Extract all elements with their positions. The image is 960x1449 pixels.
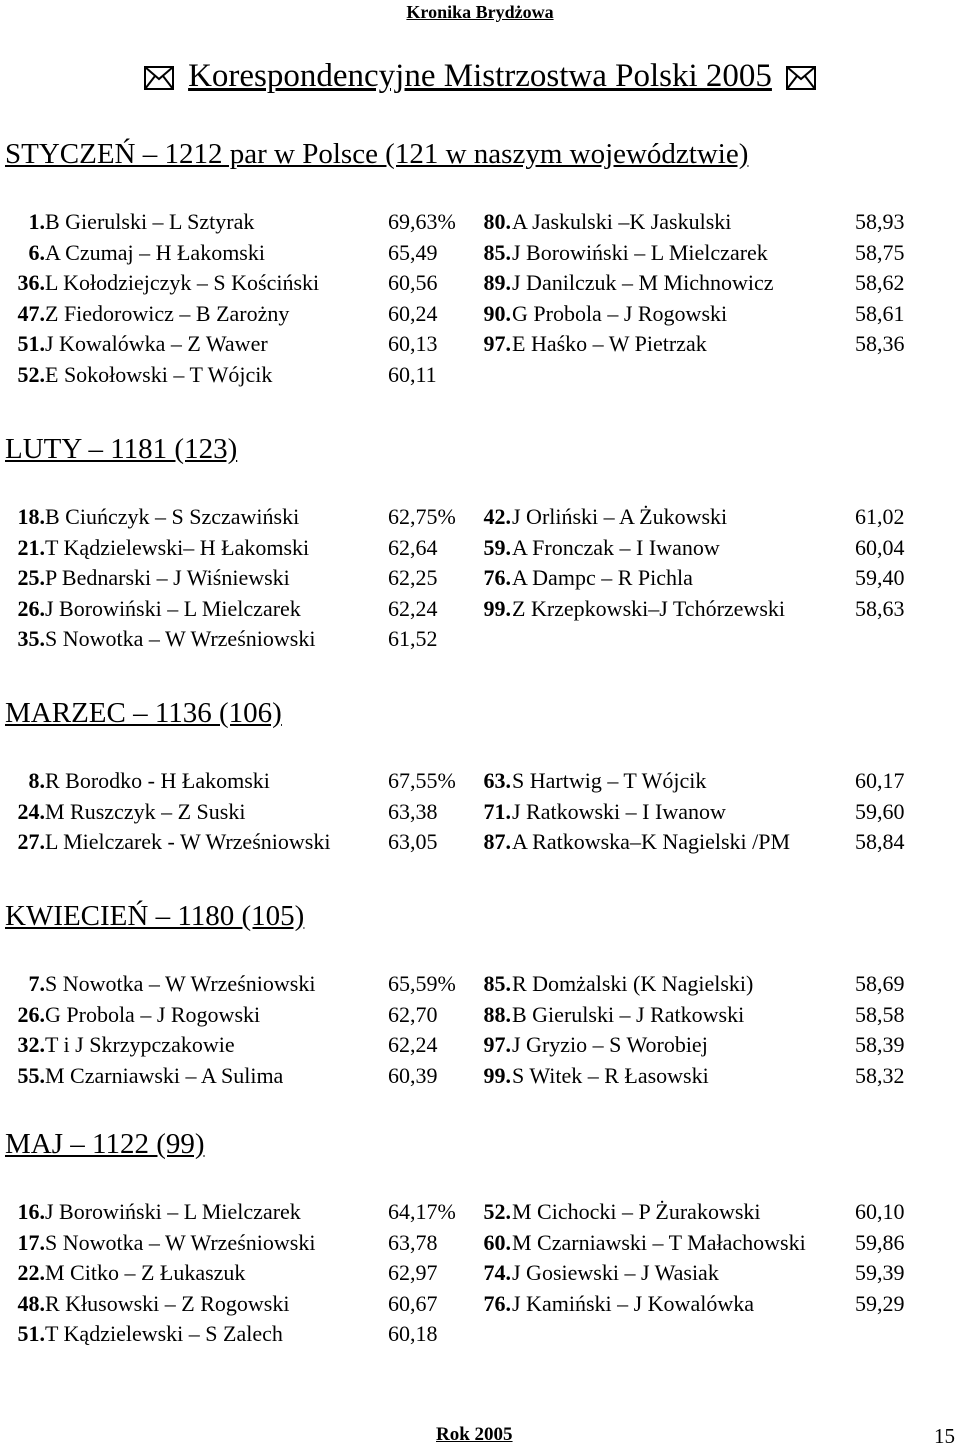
result-score: 62,97 [388,1260,438,1285]
result-num: 74. [483,1260,511,1285]
result-name: S Witek – R Łasowski [512,1062,709,1088]
result-score: 60,13 [388,331,438,356]
result-score: 58,63 [855,595,905,621]
envelope-icon [144,66,174,90]
result-num: 76. [483,1290,511,1316]
result-score: 58,62 [855,270,905,295]
section-title: LUTY – 1181 (123) [5,433,238,465]
result-name: J Borowiński – L Mielczarek [45,595,301,621]
section-kwiecien [5,899,955,1088]
result-score: 60,18 [388,1321,438,1346]
result-score: 59,40 [855,565,905,590]
result-num: 51. [17,331,45,356]
result-num: 89. [483,270,511,295]
result-name: E Haśko – W Pietrzak [512,331,707,356]
result-name: J Gryzio – S Worobiej [512,1032,708,1057]
result-num: 32. [17,1032,45,1057]
result-name: J Gosiewski – J Wasiak [512,1260,719,1285]
section-marzec [5,696,955,854]
result-name: A Czumaj – H Łakomski [45,239,265,265]
result-score: 59,86 [855,1229,905,1255]
result-num: 1. [28,209,45,234]
result-num: 21. [17,534,45,560]
result-name: R Kłusowski – Z Rogowski [45,1290,290,1316]
result-score: 60,17 [855,768,905,793]
page-title [0,58,960,95]
result-name: M Czarniawski – T Małachowski [512,1229,806,1255]
result-num: 6. [28,239,45,265]
result-name: S Nowotka – W Wrześniowski [45,626,316,651]
result-num: 26. [17,1001,45,1027]
result-num: 7. [28,971,45,996]
result-name: B Gierulski – J Ratkowski [512,1001,745,1027]
result-score: 65,59% [388,971,456,996]
result-score: 58,36 [855,331,905,356]
result-num: 36. [17,270,45,295]
result-score: 59,39 [855,1260,905,1285]
result-name: B Ciuńczyk – S Szczawiński [45,504,300,529]
result-num: 48. [17,1290,45,1316]
result-score: 69,63% [388,209,456,234]
envelope-icon [786,66,816,90]
result-score: 62,24 [388,595,438,621]
result-score: 67,55% [388,768,456,793]
result-num: 47. [17,300,45,326]
result-name: S Hartwig – T Wójcik [512,768,707,793]
result-score: 61,02 [855,504,905,529]
result-num: 26. [17,595,45,621]
result-name: J Danilczuk – M Michnowicz [512,270,774,295]
result-num: 17. [17,1229,45,1255]
result-score: 60,11 [388,361,437,387]
result-name: A Jaskulski –K Jaskulski [512,209,732,234]
result-num: 99. [483,1062,511,1088]
result-name: A Dampc – R Pichla [512,565,693,590]
result-num: 22. [17,1260,45,1285]
result-score: 58,58 [855,1001,905,1027]
result-score: 65,49 [388,239,438,265]
result-name: G Probola – J Rogowski [45,1001,261,1027]
result-num: 97. [483,331,511,356]
result-name: J Ratkowski – I Iwanow [512,798,726,824]
result-score: 62,75% [388,504,456,529]
result-score: 60,24 [388,300,438,326]
page-number: 15 [934,1424,955,1448]
result-name: J Kamiński – J Kowalówka [512,1290,754,1316]
result-name: M Czarniawski – A Sulima [45,1062,284,1088]
result-name: M Citko – Z Łukaszuk [45,1260,246,1285]
result-score: 58,93 [855,209,905,234]
result-num: 52. [17,361,45,387]
result-score: 63,78 [388,1229,438,1255]
section-title: STYCZEŃ – 1212 par w Polsce (121 w naszym województwie) [5,138,749,170]
result-name: M Cichocki – P Żurakowski [512,1199,761,1224]
result-score: 58,84 [855,829,905,854]
result-score: 63,38 [388,798,438,824]
result-score: 60,10 [855,1199,905,1224]
result-num: 90. [483,300,511,326]
result-name: J Kowalówka – Z Wawer [45,331,268,356]
result-num: 35. [17,626,45,651]
result-score: 64,17% [388,1199,456,1224]
result-score: 63,05 [388,829,438,854]
result-num: 25. [17,565,45,590]
title-text: Korespondencyjne Mistrzostwa Polski 2005 [188,58,772,94]
result-num: 63. [483,768,511,793]
result-score: 58,32 [855,1062,905,1088]
result-num: 99. [483,595,511,621]
result-num: 42. [483,504,511,529]
result-name: T i J Skrzypczakowie [45,1032,235,1057]
result-score: 58,61 [855,300,905,326]
result-name: J Borowiński – L Mielczarek [512,239,768,265]
result-score: 59,29 [855,1290,905,1316]
section-title: MAJ – 1122 (99) [5,1128,205,1160]
result-score: 62,24 [388,1032,438,1057]
result-name: M Ruszczyk – Z Suski [45,798,246,824]
result-score: 62,25 [388,565,438,590]
result-name: B Gierulski – L Sztyrak [45,209,255,234]
result-name: G Probola – J Rogowski [512,300,728,326]
section-styczen [5,137,955,387]
result-num: 55. [17,1062,45,1088]
result-num: 60. [483,1229,511,1255]
result-num: 80. [483,209,511,234]
result-name: L Mielczarek - W Wrześniowski [45,829,331,854]
result-name: L Kołodziejczyk – S Kościński [45,270,320,295]
publication-header: Kronika Brydżowa [406,2,554,22]
result-num: 27. [17,829,45,854]
result-score: 61,52 [388,626,438,651]
section-maj [5,1127,955,1346]
result-name: P Bednarski – J Wiśniewski [45,565,290,590]
section-title: KWIECIEŃ – 1180 (105) [5,900,305,932]
result-score: 59,60 [855,798,905,824]
result-name: T Kądzielewski – S Zalech [45,1321,283,1346]
section-title: MARZEC – 1136 (106) [5,697,282,729]
result-name: A Ratkowska–K Nagielski /PM [512,829,791,854]
result-score: 62,70 [388,1001,438,1027]
result-score: 58,69 [855,971,905,996]
result-num: 87. [483,829,511,854]
section-luty [5,432,955,651]
result-num: 16. [17,1199,45,1224]
result-score: 58,75 [855,239,905,265]
result-name: E Sokołowski – T Wójcik [45,361,273,387]
result-name: S Nowotka – W Wrześniowski [45,1229,316,1255]
result-num: 71. [483,798,511,824]
result-score: 60,39 [388,1062,438,1088]
result-num: 97. [483,1032,511,1057]
result-num: 85. [483,971,511,996]
result-name: A Fronczak – I Iwanow [512,534,720,560]
result-num: 8. [28,768,45,793]
result-num: 52. [483,1199,511,1224]
result-name: Z Krzepkowski–J Tchórzewski [512,595,785,621]
result-score: 60,67 [388,1290,438,1316]
result-score: 60,56 [388,270,438,295]
result-score: 62,64 [388,534,438,560]
result-num: 51. [17,1321,45,1346]
result-num: 59. [483,534,511,560]
result-name: R Borodko - H Łakomski [45,768,270,793]
result-score: 60,04 [855,534,905,560]
footer-year: Rok 2005 [436,1424,513,1445]
result-name: R Domżalski (K Nagielski) [512,971,754,996]
result-num: 18. [17,504,45,529]
result-name: J Orliński – A Żukowski [512,504,728,529]
result-name: T Kądzielewski– H Łakomski [45,534,310,560]
result-score: 58,39 [855,1032,905,1057]
result-name: S Nowotka – W Wrześniowski [45,971,316,996]
result-num: 88. [483,1001,511,1027]
result-name: Z Fiedorowicz – B Zarożny [45,300,290,326]
result-num: 76. [483,565,511,590]
result-name: J Borowiński – L Mielczarek [45,1199,301,1224]
result-num: 24. [17,798,45,824]
result-num: 85. [483,239,511,265]
